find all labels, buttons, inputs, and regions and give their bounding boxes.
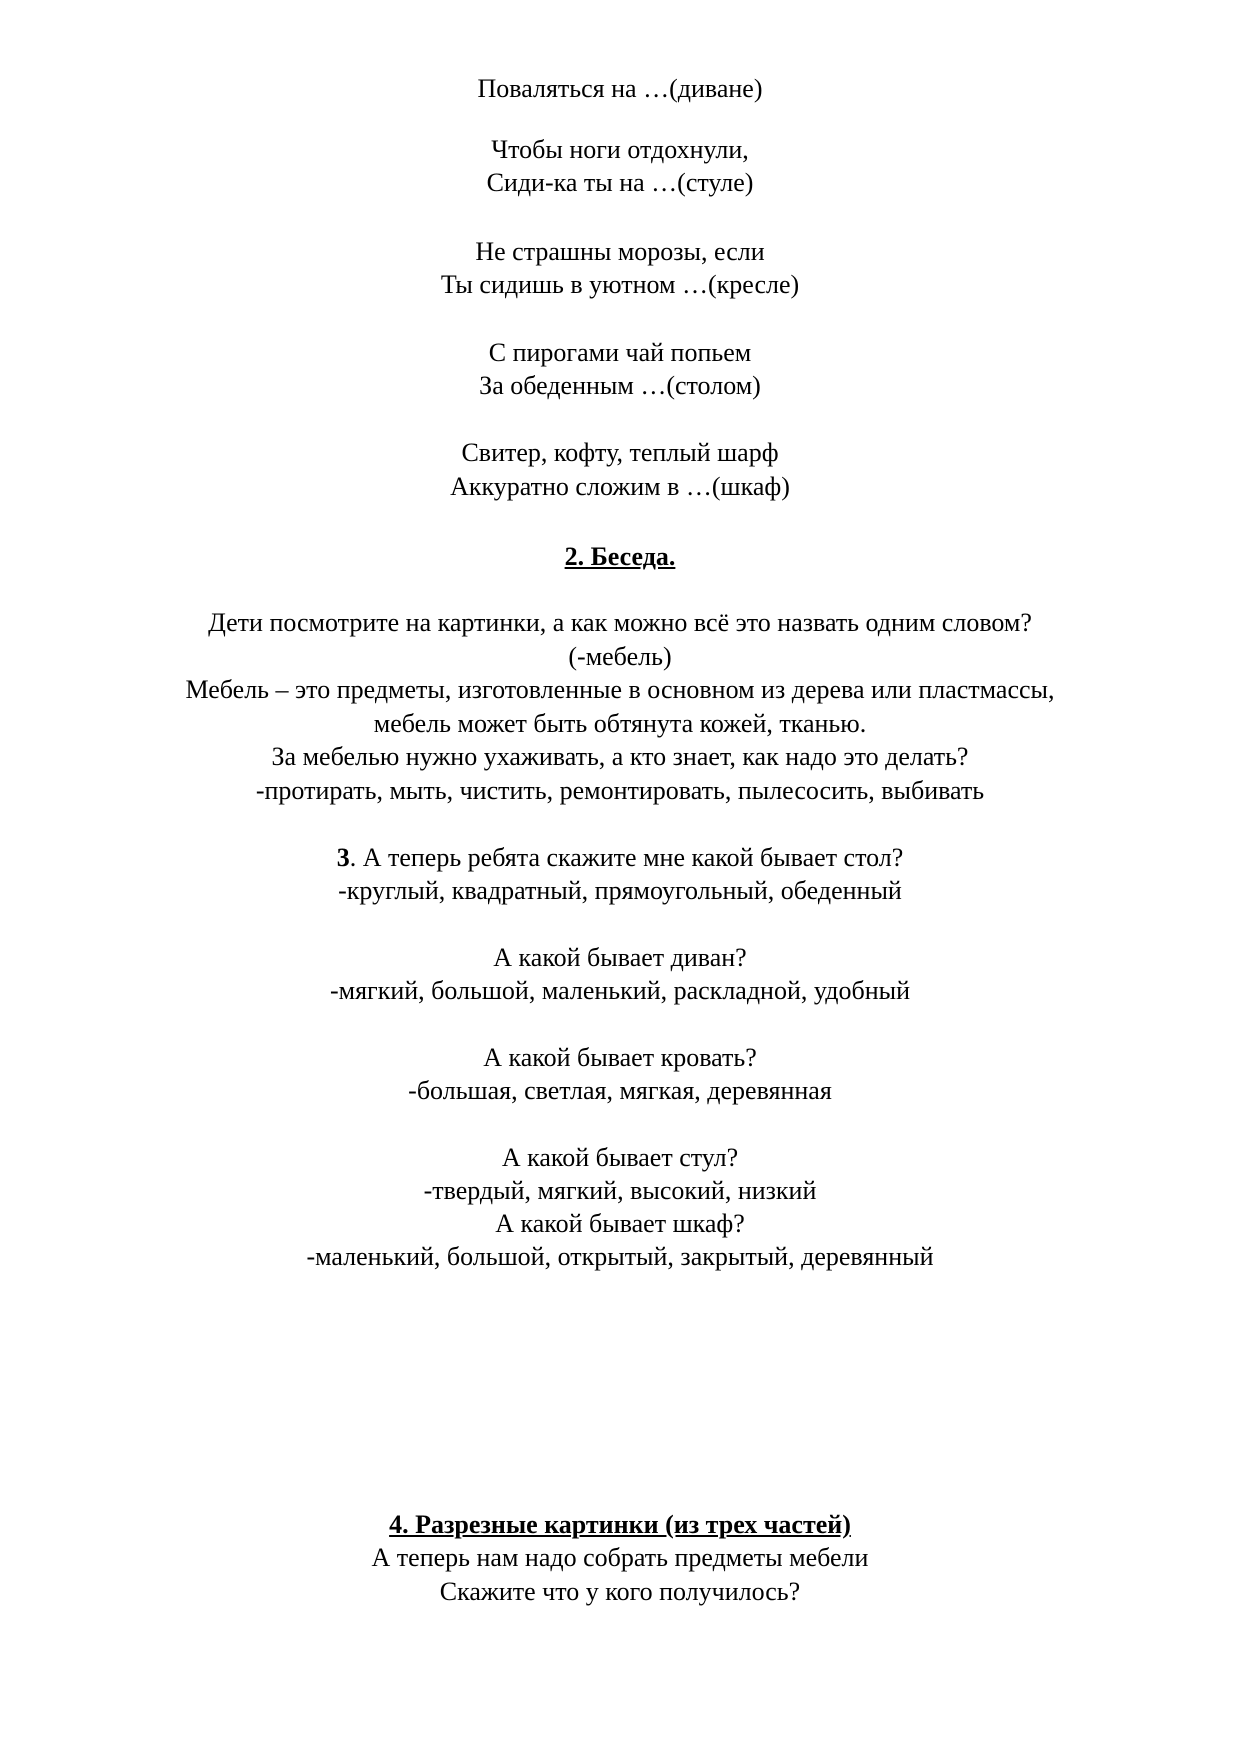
answer-line: -большая, светлая, мягкая, деревянная: [408, 1076, 832, 1105]
question-line: А какой бывает шкаф?: [495, 1209, 745, 1238]
verse-line: Не страшны морозы, если: [475, 237, 765, 266]
paragraph-line: Скажите что у кого получилось?: [439, 1577, 801, 1606]
section-heading: 2. Беседа.: [564, 542, 676, 571]
verse-line: С пирогами чай попьем: [488, 338, 752, 367]
section3-intro: [0, 841, 1240, 875]
answer-line: -твердый, мягкий, высокий, низкий: [423, 1176, 817, 1205]
section-number: 3: [336, 843, 350, 872]
paragraph-line: мебель может быть обтянута кожей, тканью.: [373, 709, 867, 738]
paragraph-line: Дети посмотрите на картинки, а как можно всё это назвать одним словом?: [208, 608, 1032, 637]
paragraph-line: (-мебель): [568, 642, 672, 671]
paragraph-line: -протирать, мыть, чистить, ремонтировать, пылесосить, выбивать: [255, 776, 985, 805]
answer-line: -мягкий, большой, маленький, раскладной, удобный: [329, 976, 911, 1005]
verse-line: Сиди-ка ты на …(стуле): [486, 168, 754, 197]
paragraph-line: А теперь нам надо собрать предметы мебели: [371, 1543, 869, 1572]
verse-line: Чтобы ноги отдохнули,: [491, 135, 749, 164]
paragraph-line: Мебель – это предметы, изготовленные в основном из дерева или пластмассы,: [185, 675, 1055, 704]
paragraph-line: За мебелью нужно ухаживать, а кто знает, как надо это делать?: [271, 742, 969, 771]
verse-line: Свитер, кофту, теплый шарф: [461, 438, 779, 467]
question-line: А какой бывает стул?: [501, 1143, 739, 1172]
section-heading: 4. Разрезные картинки (из трех частей): [389, 1510, 851, 1539]
verse-line: Поваляться на …(диване): [477, 74, 763, 103]
answer-line: -маленький, большой, открытый, закрытый, деревянный: [306, 1242, 934, 1271]
question-line: А какой бывает диван?: [493, 943, 747, 972]
verse-line: Ты сидишь в уютном …(кресле): [440, 270, 800, 299]
section3-question: . А теперь ребята скажите мне какой бывает стол?: [349, 843, 904, 872]
question-line: А какой бывает кровать?: [483, 1043, 757, 1072]
verse-line: Аккуратно сложим в …(шкаф): [450, 472, 790, 501]
answer-line: -круглый, квадратный, прямоугольный, обеденный: [338, 876, 902, 905]
verse-line: За обеденным …(столом): [479, 371, 761, 400]
